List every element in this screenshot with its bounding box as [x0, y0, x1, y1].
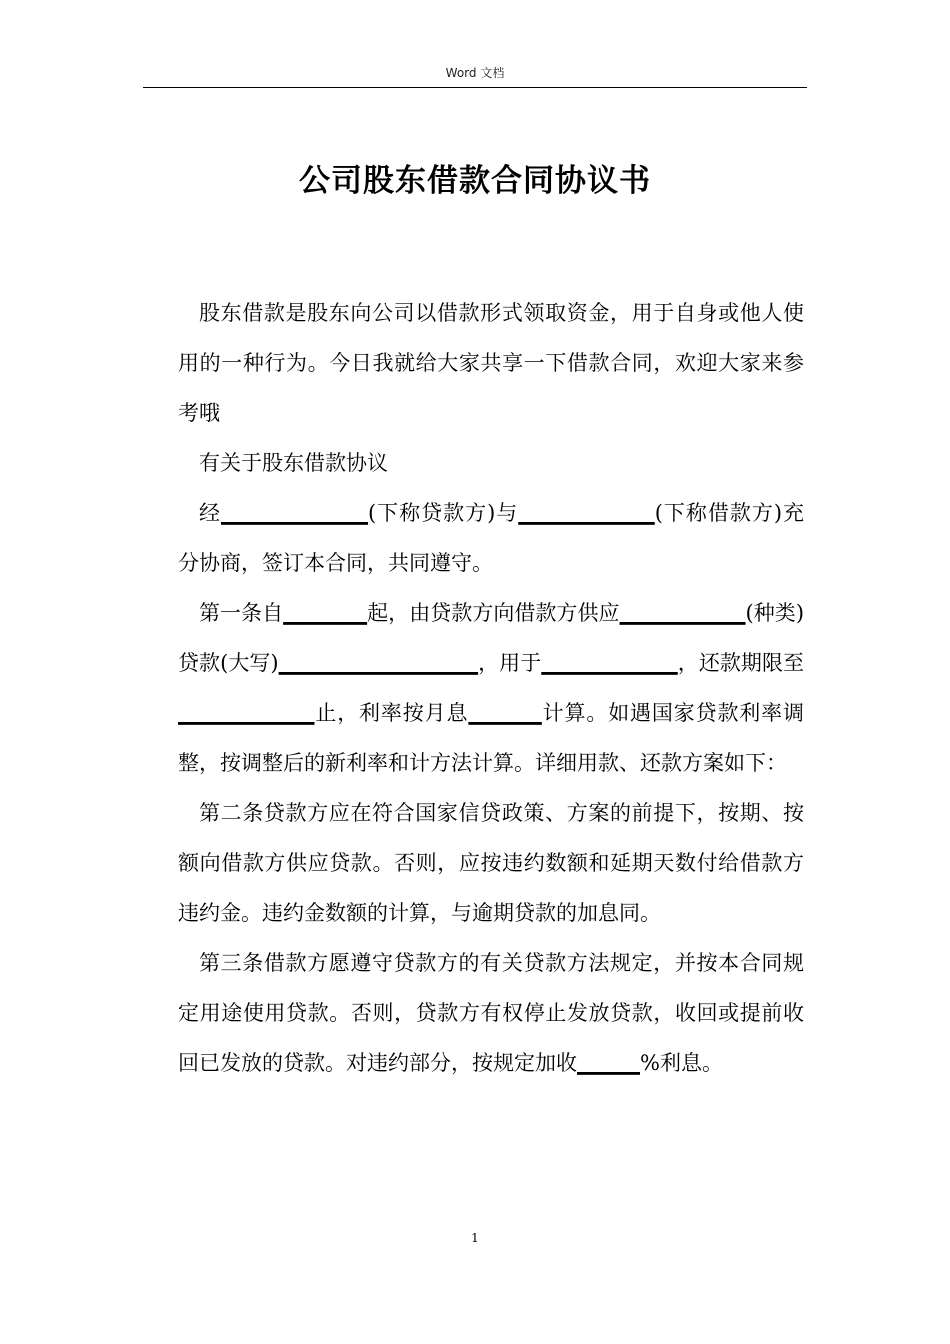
document-title: 公司股东借款合同协议书 — [299, 163, 651, 199]
intro-paragraph: 股东借款是股东向公司以借款形式领取资金，用于自身或他人使用的一种行为。今日我就给大家共享一下借款合同，欢迎大家来参考哦 — [178, 301, 804, 425]
article-one-paragraph — [178, 588, 804, 788]
section-heading-paragraph: 有关于股东借款协议 — [199, 451, 388, 475]
header-divider — [143, 87, 807, 88]
fill-blank-start-date: ________ — [283, 601, 368, 625]
parties-paragraph — [178, 488, 804, 588]
text-segment: ，还款期限至 — [677, 651, 805, 675]
text-segment: (种类)贷款(大写) — [178, 601, 805, 675]
text-segment: ，用于 — [478, 651, 542, 675]
page-header-label: Word 文档 — [445, 66, 505, 80]
text-segment: (下称贷款方)与 — [367, 501, 519, 525]
text-segment: 第三条借款方愿遵守贷款方的有关贷款方法规定，并按本合同规定用途使用贷款。否则，贷款方有权停止发放贷款，收回或提前收回已发放的贷款。对违约部分，按规定加收 — [178, 951, 804, 1075]
text-segment: (下称借款方)充分协商，签订本合同，共同遵守。 — [178, 501, 804, 575]
article-two-paragraph: 第二条贷款方应在符合国家信贷政策、方案的前提下，按期、按额向借款方供应贷款。否则，应按违约数额和延期天数付给借款方违约金。违约金数额的计算，与逾期贷款的加息同。 — [178, 801, 804, 925]
text-segment: %利息。 — [640, 1051, 723, 1075]
page-number: 1 — [471, 1231, 479, 1245]
text-segment: 止，利率按月息 — [314, 701, 469, 725]
fill-blank-interest-rate: _______ — [468, 701, 542, 725]
fill-blank-purpose: _____________ — [541, 651, 678, 675]
fill-blank-borrower: _____________ — [518, 501, 655, 525]
fill-blank-loan-type: ____________ — [619, 601, 746, 625]
fill-blank-amount: ___________________ — [278, 651, 479, 675]
fill-blank-lender: ______________ — [220, 501, 368, 525]
fill-blank-penalty-rate: ______ — [577, 1051, 640, 1075]
document-body — [178, 288, 804, 1088]
text-segment: 计算。如遇国家贷款利率调整，按调整后的新利率和计方法计算。详细用款、还款方案如下： — [178, 701, 805, 775]
text-segment: 经 — [199, 501, 221, 525]
text-segment: 起，由贷款方向借款方供应 — [367, 601, 620, 625]
fill-blank-repayment-date: _____________ — [178, 701, 315, 725]
article-three-paragraph — [178, 938, 804, 1088]
text-segment: 第一条自 — [199, 601, 284, 625]
